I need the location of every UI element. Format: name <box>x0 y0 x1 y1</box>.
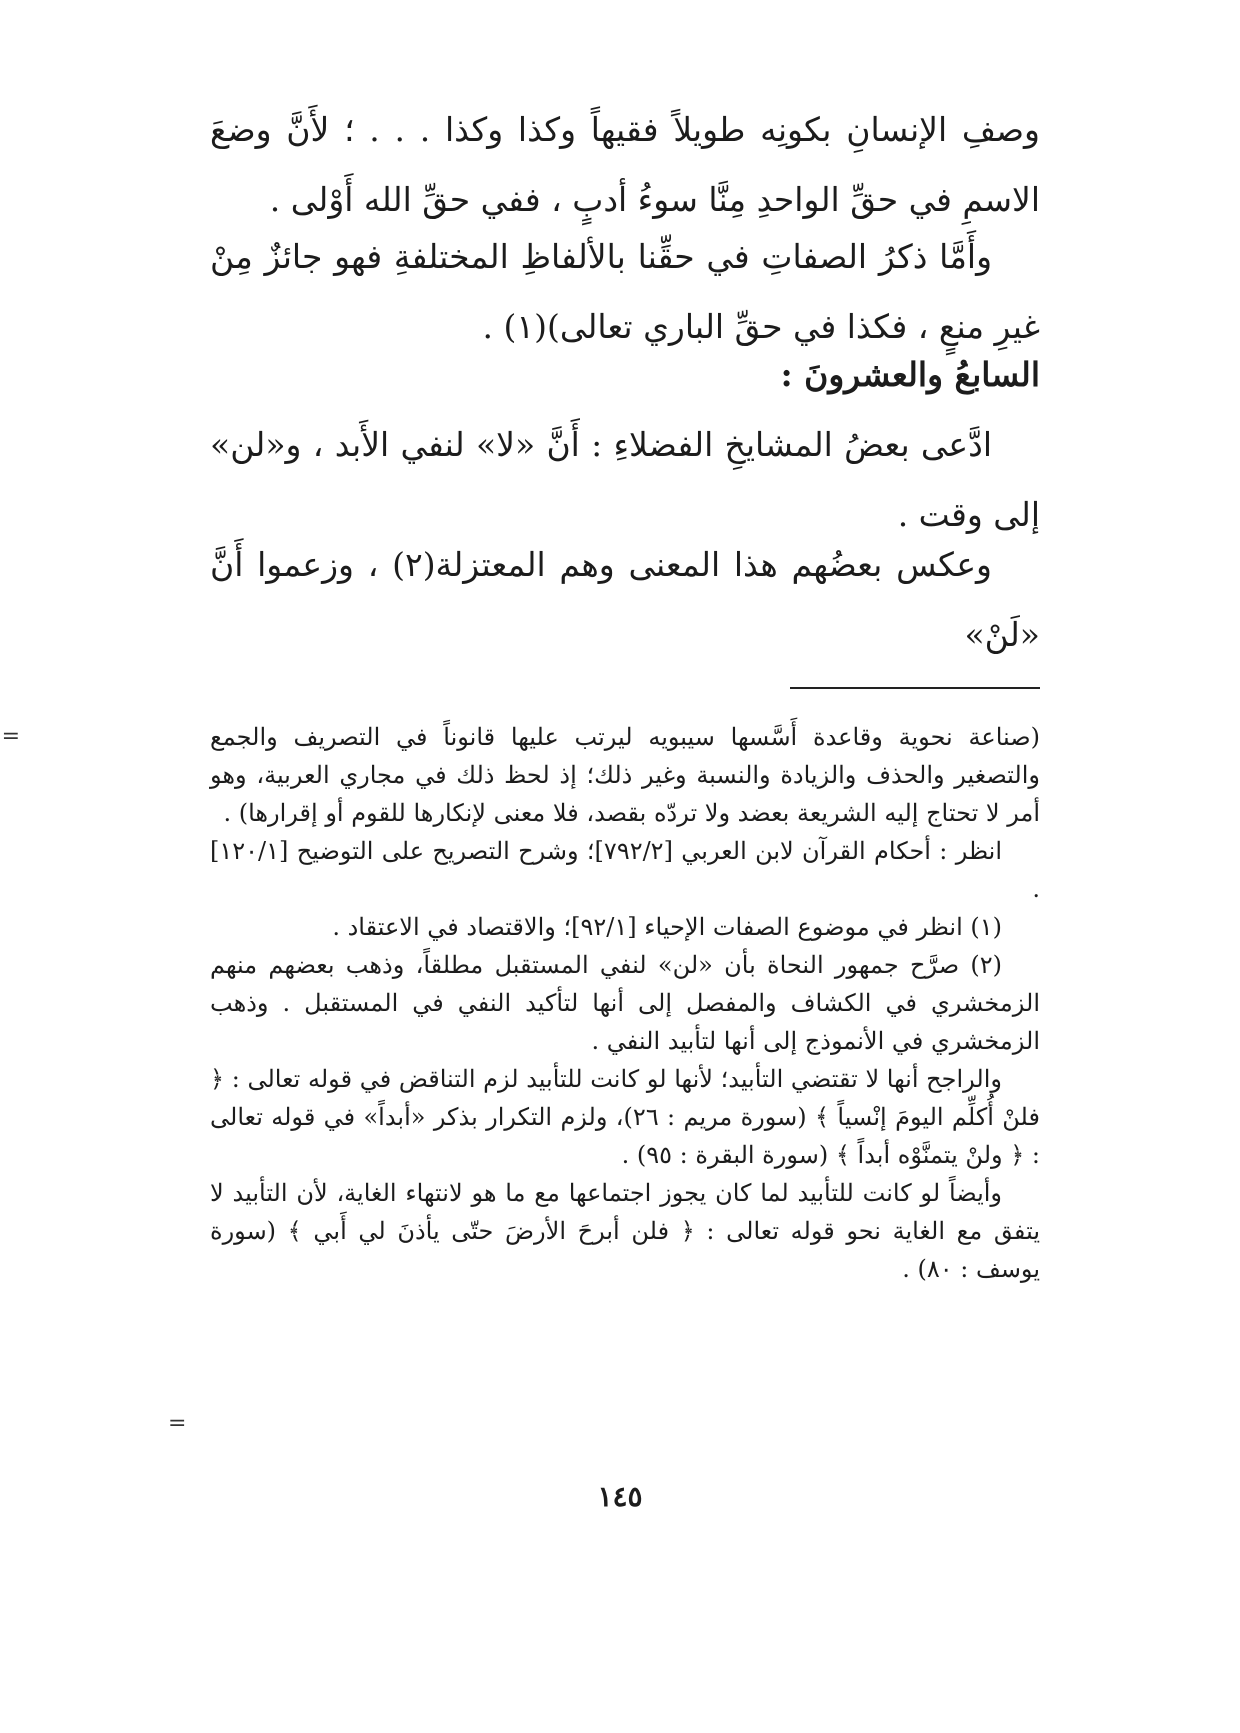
body-paragraph-1 <box>210 95 1040 235</box>
body-text-line: وأَمَّا ذكرُ الصفاتِ في حقِّنا بالألفاظِ المختلفةِ فهو جائزٌ مِنْ غيرِ منعٍ ، فكذا في حقِّ الباري تعالى)(١) . <box>210 237 1040 346</box>
footnote-continuation-marker: = <box>1 724 20 749</box>
body-text-line: وصفِ الإنسانِ بكونِه طويلاً فقيهاً وكذا وكذا . . . ؛ لأَنَّ وضعَ الاسمِ في حقِّ الواحدِ مِنَّا سوءُ أدبٍ ، ففي حقِّ الله أَوْلى . <box>210 110 1040 219</box>
body-text-line: ادَّعى بعضُ المشايخِ الفضلاءِ : أَنَّ «لا» لنفي الأَبد ، و«لن» إلى وقت . <box>210 425 1040 534</box>
footnote-see-also: انظر : أحكام القرآن لابن العربي [٧٩٢/٢]؛ وشرح التصريح على التوضيح [١٢٠/١] . <box>210 837 1040 903</box>
section-heading-text: السابعُ والعشرونَ : <box>780 355 1040 394</box>
footnote-1: (١) انظر في موضوع الصفات الإحياء [٩٢/١]؛ والاقتصاد في الاعتقاد . <box>332 913 1002 941</box>
page-number: ١٤٥ <box>597 1480 643 1513</box>
body-paragraph-3 <box>210 410 1040 550</box>
footnotes <box>210 718 1040 1288</box>
body-text-line: وعكس بعضُهم هذا المعنى وهم المعتزلة(٢) ، وزعموا أَنَّ «لَنْ» <box>210 545 1040 654</box>
footnote-2-paragraph-2: والراجح أنها لا تقتضي التأبيد؛ لأنها لو كانت للتأبيد لزم التناقض في قوله تعالى : ﴿ فلنْ أُكلِّم اليومَ إنْسياً ﴾ (سورة مريم : ٢٦)، ولزم التكرار بذكر «أبداً» في قوله تعالى : ﴿ ولنْ يتمنَّوْه أبداً ﴾ (سورة البقرة : ٩٥) . <box>210 1065 1040 1169</box>
footnote-2: (٢) صرَّح جمهور النحاة بأن «لن» لنفي المستقبل مطلقاً، وذهب بعضهم منهم الزمخشري في الكشاف والمفصل إلى أنها لتأكيد النفي في المستقبل . وذهب الزمخشري في الأنموذج إلى أنها لتأبيد النفي . <box>210 951 1040 1055</box>
footnote-continues-marker: = <box>168 1411 187 1436</box>
footnote-2-paragraph-3: وأيضاً لو كانت للتأبيد لما كان يجوز اجتماعها مع ما هو لانتهاء الغاية، لأن التأبيد لا يتفق مع الغاية نحو قوله تعالى : ﴿ فلن أبرحَ الأرضَ حتّى يأذنَ لي أَبي ﴾ (سورة يوسف : ٨٠) . <box>210 1179 1040 1283</box>
body-paragraph-4 <box>210 530 1040 670</box>
section-heading <box>210 340 1040 410</box>
footnote-separator <box>790 687 1040 689</box>
footnote-continued: (صناعة نحوية وقاعدة أَسَّسها سيبويه ليرتب عليها قانوناً في التصريف والجمع والتصغير والحذف والزيادة والنسبة وغير ذلك؛ إذ لحظ ذلك في مجاري العربية، وهو أمر لا تحتاج إليه الشريعة بعضد ولا تردّه بقصد، فلا معنى لإنكارها للقوم أو إقرارها) . <box>210 723 1040 827</box>
